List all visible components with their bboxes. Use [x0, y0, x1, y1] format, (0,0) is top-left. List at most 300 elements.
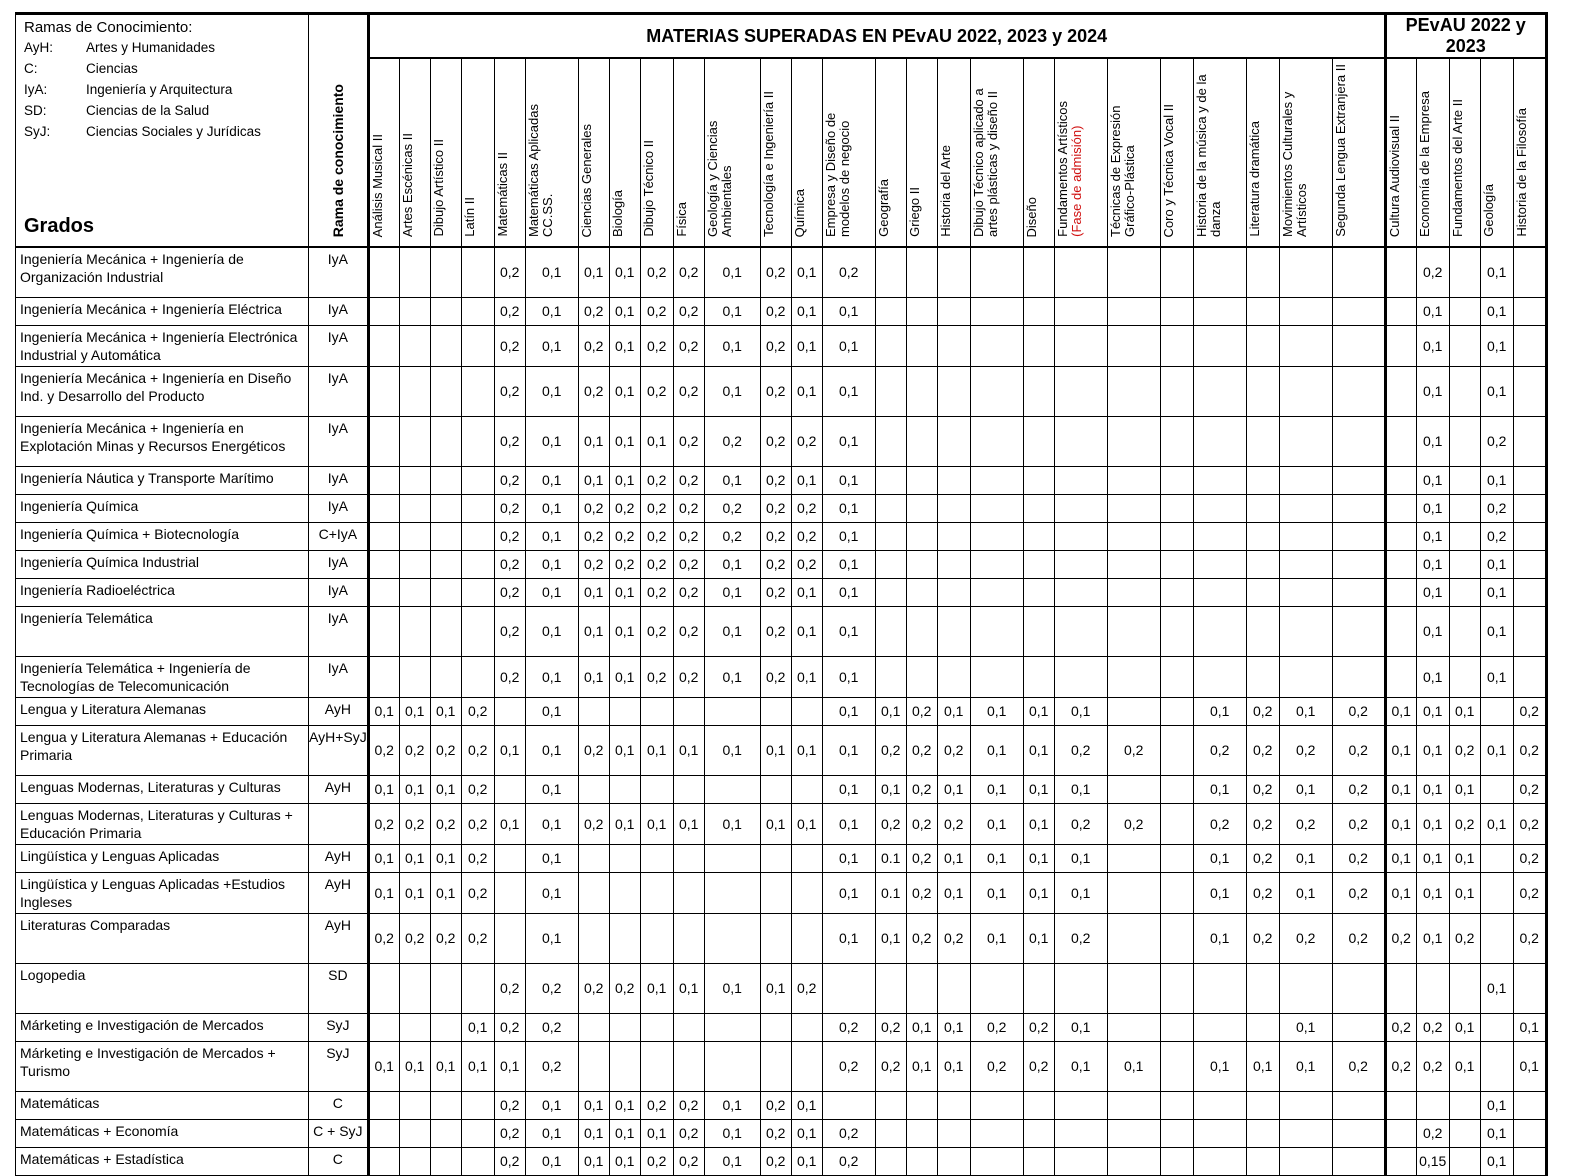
value-cell: 0,2: [760, 522, 791, 550]
value-cell: [399, 325, 430, 366]
column-header: [525, 58, 578, 247]
value-cell: [1160, 578, 1193, 606]
value-cell: [1246, 550, 1279, 578]
rama-cell: IyA: [309, 550, 369, 578]
value-cell: [1160, 1147, 1193, 1175]
value-cell: [1279, 416, 1332, 466]
value-cell: 0,1: [970, 872, 1023, 913]
value-cell: 0,2: [609, 522, 640, 550]
column-label-text: Historia del Arte: [938, 145, 953, 237]
value-cell: 0,1: [822, 697, 875, 725]
value-cell: 0,2: [578, 494, 609, 522]
value-cell: 0,2: [578, 325, 609, 366]
value-cell: 0,2: [760, 297, 791, 325]
value-cell: [1023, 325, 1054, 366]
value-cell: 0,1: [525, 297, 578, 325]
value-cell: [1193, 416, 1246, 466]
value-cell: 0,2: [640, 1147, 673, 1175]
value-cell: 0,1: [525, 725, 578, 775]
value-cell: [368, 416, 399, 466]
value-cell: [1023, 1091, 1054, 1119]
grado-name: Matemáticas + Estadística: [16, 1147, 309, 1175]
legend-item: [24, 58, 308, 79]
value-cell: [875, 366, 906, 416]
column-header-label: [1482, 178, 1496, 241]
value-cell: [1480, 872, 1513, 913]
value-cell: [822, 963, 875, 1013]
value-cell: 0,2: [1023, 1041, 1054, 1091]
value-cell: 0,2: [494, 416, 525, 466]
value-cell: 0,1: [609, 578, 640, 606]
column-header-label: [972, 58, 1000, 241]
value-cell: [970, 325, 1023, 366]
value-cell: 0,2: [640, 1091, 673, 1119]
column-header-label: [580, 118, 594, 241]
value-cell: [1385, 416, 1416, 466]
value-cell: [461, 522, 494, 550]
value-cell: 0,1: [791, 325, 822, 366]
value-cell: 0,1: [1480, 656, 1513, 697]
value-cell: 0,2: [525, 1041, 578, 1091]
value-cell: 0,2: [760, 247, 791, 297]
value-cell: 0,1: [791, 366, 822, 416]
value-cell: 0,15: [1416, 1147, 1449, 1175]
value-cell: 0,2: [1246, 725, 1279, 775]
value-cell: [399, 466, 430, 494]
column-label-text: Cultura Audiovisual II: [1387, 115, 1402, 237]
value-cell: [937, 366, 970, 416]
value-cell: [430, 1013, 461, 1041]
value-cell: 0,1: [1279, 1041, 1332, 1091]
value-cell: [1385, 1119, 1416, 1147]
value-cell: 0,1: [1416, 697, 1449, 725]
value-cell: 0,1: [368, 872, 399, 913]
value-cell: [970, 578, 1023, 606]
rama-cell: AyH: [309, 913, 369, 963]
table-row: [16, 325, 1547, 366]
column-header-label: [824, 58, 852, 241]
value-cell: [1193, 606, 1246, 656]
column-header: [760, 58, 791, 247]
value-cell: [1449, 466, 1480, 494]
value-cell: 0,2: [640, 466, 673, 494]
column-header-label: [527, 58, 555, 241]
value-cell: 0,1: [578, 1147, 609, 1175]
value-cell: [1513, 297, 1546, 325]
value-cell: 0,1: [937, 844, 970, 872]
value-cell: 0,1: [525, 578, 578, 606]
value-cell: 0,1: [937, 1013, 970, 1041]
value-cell: 0,2: [1332, 697, 1385, 725]
value-cell: [1279, 1119, 1332, 1147]
value-cell: 0,1: [1416, 466, 1449, 494]
value-cell: [609, 1013, 640, 1041]
value-cell: 0,2: [1332, 872, 1385, 913]
value-cell: [704, 872, 760, 913]
value-cell: 0,2: [673, 1119, 704, 1147]
value-cell: [1385, 494, 1416, 522]
column-header-label: [877, 173, 891, 241]
value-cell: [1332, 606, 1385, 656]
table-row: [16, 803, 1547, 844]
column-label-text: Movimientos Culturales y Artísticos: [1280, 92, 1309, 237]
value-cell: 0,1: [609, 606, 640, 656]
value-cell: 0,1: [906, 1041, 937, 1091]
column-header: [1160, 58, 1193, 247]
grado-name: Logopedia: [16, 963, 309, 1013]
value-cell: [1160, 466, 1193, 494]
legend-cell: [16, 14, 309, 248]
value-cell: [760, 1013, 791, 1041]
value-cell: 0,1: [760, 803, 791, 844]
column-header-label: [1162, 98, 1176, 241]
value-cell: 0,1: [1193, 844, 1246, 872]
rama-cell: IyA: [309, 606, 369, 656]
value-cell: 0,1: [704, 366, 760, 416]
value-cell: 0,1: [525, 416, 578, 466]
value-cell: 0,2: [494, 494, 525, 522]
value-cell: [368, 325, 399, 366]
value-cell: 0,2: [906, 803, 937, 844]
value-cell: 0,2: [673, 325, 704, 366]
value-cell: 0,2: [494, 522, 525, 550]
value-cell: 0,1: [1054, 697, 1107, 725]
value-cell: [1513, 656, 1546, 697]
value-cell: 0,2: [822, 1119, 875, 1147]
value-cell: [430, 366, 461, 416]
value-cell: 0,2: [494, 963, 525, 1013]
column-label-text: Griego II: [907, 187, 922, 237]
grado-name: Lengua y Literatura Alemanas: [16, 697, 309, 725]
value-cell: 0,2: [760, 325, 791, 366]
value-cell: [1054, 297, 1107, 325]
rama-cell: AyH+SyJ: [309, 725, 369, 775]
value-cell: [461, 325, 494, 366]
value-cell: [430, 963, 461, 1013]
table-row: [16, 963, 1547, 1013]
value-cell: [461, 1147, 494, 1175]
column-label-text: Latín II: [462, 197, 477, 237]
value-cell: [906, 1147, 937, 1175]
value-cell: [1332, 656, 1385, 697]
value-cell: 0,1: [970, 803, 1023, 844]
value-cell: [1332, 494, 1385, 522]
value-cell: 0,1: [609, 1147, 640, 1175]
value-cell: 0,2: [494, 466, 525, 494]
value-cell: 0,2: [1023, 1013, 1054, 1041]
value-cell: 0,1: [1385, 844, 1416, 872]
column-header-label: [1418, 85, 1432, 241]
value-cell: [640, 872, 673, 913]
value-cell: [970, 1091, 1023, 1119]
grado-name: Ingeniería Química Industrial: [16, 550, 309, 578]
value-cell: [704, 1041, 760, 1091]
value-cell: [399, 578, 430, 606]
value-cell: [970, 522, 1023, 550]
value-cell: [1246, 325, 1279, 366]
value-cell: 0,2: [791, 416, 822, 466]
value-cell: [760, 697, 791, 725]
value-cell: 0,2: [760, 606, 791, 656]
column-header-label: [1056, 95, 1084, 241]
value-cell: [875, 325, 906, 366]
value-cell: 0,1: [1416, 775, 1449, 803]
value-cell: 0,2: [673, 656, 704, 697]
value-cell: [1513, 522, 1546, 550]
value-cell: 0,1: [609, 325, 640, 366]
value-cell: 0,2: [640, 297, 673, 325]
value-cell: 0,1: [1480, 803, 1513, 844]
value-cell: 0,2: [1480, 494, 1513, 522]
value-cell: [1449, 1147, 1480, 1175]
value-cell: 0,2: [1193, 725, 1246, 775]
value-cell: 0,1: [704, 1119, 760, 1147]
value-cell: [791, 844, 822, 872]
value-cell: 0,1: [1480, 1147, 1513, 1175]
value-cell: 0,1: [822, 550, 875, 578]
column-label-text: Técnicas de Expresión Gráfico-Plástica: [1108, 105, 1137, 237]
legend-label: Artes y Humanidades: [86, 37, 215, 58]
value-cell: [704, 844, 760, 872]
value-cell: [1107, 494, 1160, 522]
value-cell: [875, 550, 906, 578]
rama-cell: IyA: [309, 656, 369, 697]
value-cell: [1449, 325, 1480, 366]
value-cell: [937, 325, 970, 366]
value-cell: 0,1: [640, 1119, 673, 1147]
value-cell: [1332, 325, 1385, 366]
grado-name: Ingeniería Mecánica + Ingeniería Electrónica Industrial y Automática: [16, 325, 309, 366]
value-cell: 0,1: [1023, 844, 1054, 872]
value-cell: 0,2: [1480, 522, 1513, 550]
value-cell: 0,1: [760, 725, 791, 775]
value-cell: 0,1: [822, 522, 875, 550]
value-cell: [1449, 656, 1480, 697]
value-cell: 0,1: [704, 247, 760, 297]
column-header: [1279, 58, 1332, 247]
value-cell: [399, 416, 430, 466]
value-cell: 0,2: [791, 494, 822, 522]
value-cell: [609, 775, 640, 803]
column-header: [906, 58, 937, 247]
value-cell: 0,1: [1480, 247, 1513, 297]
column-label-text: Química: [792, 189, 807, 237]
rama-cell: SyJ: [309, 1041, 369, 1091]
grado-name: Ingeniería Náutica y Transporte Marítimo: [16, 466, 309, 494]
value-cell: 0,2: [1416, 1041, 1449, 1091]
value-cell: [1332, 297, 1385, 325]
value-cell: [1449, 963, 1480, 1013]
value-cell: 0,2: [399, 913, 430, 963]
value-cell: 0,1: [1054, 872, 1107, 913]
value-cell: 0,2: [494, 578, 525, 606]
value-cell: 0,2: [461, 725, 494, 775]
value-cell: 0,1: [525, 366, 578, 416]
table-row: [16, 466, 1547, 494]
value-cell: 0,2: [673, 606, 704, 656]
value-cell: [906, 366, 937, 416]
table-row: [16, 775, 1547, 803]
table-row: [16, 656, 1547, 697]
column-header: [1246, 58, 1279, 247]
value-cell: [368, 1091, 399, 1119]
value-cell: [937, 247, 970, 297]
value-cell: 0,1: [1279, 775, 1332, 803]
value-cell: [791, 1041, 822, 1091]
column-label-text: Ciencias Generales: [579, 124, 594, 237]
value-cell: 0,1: [430, 775, 461, 803]
value-cell: 0,2: [791, 550, 822, 578]
value-cell: [906, 963, 937, 1013]
value-cell: [1449, 550, 1480, 578]
value-cell: [430, 550, 461, 578]
value-cell: 0,1: [609, 803, 640, 844]
column-header-label: [1388, 109, 1402, 241]
value-cell: 0,2: [368, 913, 399, 963]
value-cell: [1193, 963, 1246, 1013]
value-cell: 0,1: [525, 844, 578, 872]
value-cell: [875, 494, 906, 522]
value-cell: [1193, 522, 1246, 550]
value-cell: [1279, 247, 1332, 297]
value-cell: 0,2: [494, 366, 525, 416]
value-cell: 0,1: [399, 844, 430, 872]
value-cell: 0,1: [609, 297, 640, 325]
value-cell: 0,1: [578, 578, 609, 606]
value-cell: 0,1: [1193, 872, 1246, 913]
value-cell: 0,2: [1332, 1041, 1385, 1091]
value-cell: 0,1: [1054, 844, 1107, 872]
value-cell: 0,2: [1332, 913, 1385, 963]
value-cell: 0,1: [1480, 578, 1513, 606]
value-cell: 0,2: [494, 1091, 525, 1119]
value-cell: 0,1: [1416, 606, 1449, 656]
value-cell: 0,2: [673, 297, 704, 325]
value-cell: 0,2: [760, 466, 791, 494]
value-cell: 0,1: [609, 725, 640, 775]
value-cell: [1160, 522, 1193, 550]
value-cell: [1279, 366, 1332, 416]
value-cell: [906, 1091, 937, 1119]
value-cell: [1385, 963, 1416, 1013]
column-label-text: Coro y Técnica Vocal II: [1161, 104, 1176, 237]
value-cell: 0,2: [578, 725, 609, 775]
value-cell: [399, 1119, 430, 1147]
value-cell: [399, 1147, 430, 1175]
value-cell: [1023, 297, 1054, 325]
value-cell: 0,2: [1416, 1119, 1449, 1147]
grado-name: Lenguas Modernas, Literaturas y Culturas + Educación Primaria: [16, 803, 309, 844]
value-cell: [1385, 656, 1416, 697]
value-cell: 0,2: [1193, 803, 1246, 844]
value-cell: 0,2: [760, 656, 791, 697]
value-cell: 0,1: [791, 656, 822, 697]
value-cell: [1416, 1091, 1449, 1119]
value-cell: 0,1: [937, 775, 970, 803]
value-cell: [1023, 656, 1054, 697]
value-cell: [1246, 494, 1279, 522]
value-cell: 0,1: [1279, 844, 1332, 872]
value-cell: 0,1: [1385, 725, 1416, 775]
column-header-label: [1109, 58, 1137, 241]
value-cell: [673, 697, 704, 725]
rama-cell: SD: [309, 963, 369, 1013]
value-cell: 0,1: [970, 913, 1023, 963]
value-cell: [640, 1013, 673, 1041]
value-cell: 0,2: [1107, 725, 1160, 775]
rama-cell: IyA: [309, 578, 369, 606]
value-cell: [368, 606, 399, 656]
grado-name: Ingeniería Telemática + Ingeniería de Tecnologías de Telecomunicación: [16, 656, 309, 697]
value-cell: 0,1: [525, 1147, 578, 1175]
value-cell: 0,2: [1385, 1041, 1416, 1091]
value-cell: [1054, 416, 1107, 466]
value-cell: 0,2: [1246, 844, 1279, 872]
value-cell: [1513, 466, 1546, 494]
table-row: [16, 1119, 1547, 1147]
value-cell: [578, 1013, 609, 1041]
value-cell: 0,1: [1480, 550, 1513, 578]
value-cell: [368, 578, 399, 606]
column-label-text: Economía de la Empresa: [1417, 91, 1432, 237]
value-cell: 0,1: [640, 803, 673, 844]
column-header-label: [939, 139, 953, 241]
value-cell: [1279, 466, 1332, 494]
value-cell: [1279, 656, 1332, 697]
value-cell: 0,1: [822, 913, 875, 963]
value-cell: [970, 494, 1023, 522]
value-cell: 0,2: [1054, 803, 1107, 844]
value-cell: [1107, 913, 1160, 963]
value-cell: 0,1: [1480, 963, 1513, 1013]
value-cell: 0,1: [578, 247, 609, 297]
value-cell: 0,2: [1513, 775, 1546, 803]
value-cell: [760, 913, 791, 963]
value-cell: 0,1: [494, 803, 525, 844]
value-cell: [461, 366, 494, 416]
value-cell: 0,2: [791, 963, 822, 1013]
value-cell: 0,1: [525, 775, 578, 803]
value-cell: [1480, 1013, 1513, 1041]
value-cell: [640, 697, 673, 725]
value-cell: [1279, 522, 1332, 550]
grado-name: Lengua y Literatura Alemanas + Educación Primaria: [16, 725, 309, 775]
value-cell: [1416, 963, 1449, 1013]
value-cell: [430, 1091, 461, 1119]
value-cell: [704, 913, 760, 963]
value-cell: [1160, 872, 1193, 913]
value-cell: 0,1: [704, 803, 760, 844]
value-cell: 0,1: [822, 656, 875, 697]
value-cell: [1332, 1091, 1385, 1119]
value-cell: [1193, 578, 1246, 606]
value-cell: [461, 247, 494, 297]
value-cell: [578, 913, 609, 963]
column-label-text: Fundamentos del Arte II: [1450, 99, 1465, 237]
grado-name: Ingeniería Química + Biotecnología: [16, 522, 309, 550]
legend-code: C:: [24, 58, 86, 79]
grado-name: Ingeniería Mecánica + Ingeniería en Diseño Ind. y Desarrollo del Producto: [16, 366, 309, 416]
value-cell: [1279, 1147, 1332, 1175]
value-cell: 0,2: [760, 1091, 791, 1119]
value-cell: [760, 844, 791, 872]
value-cell: 0,1: [1279, 697, 1332, 725]
value-cell: [970, 963, 1023, 1013]
value-cell: [368, 1013, 399, 1041]
value-cell: 0,1: [609, 1091, 640, 1119]
value-cell: 0,1: [578, 656, 609, 697]
value-cell: [1054, 1091, 1107, 1119]
